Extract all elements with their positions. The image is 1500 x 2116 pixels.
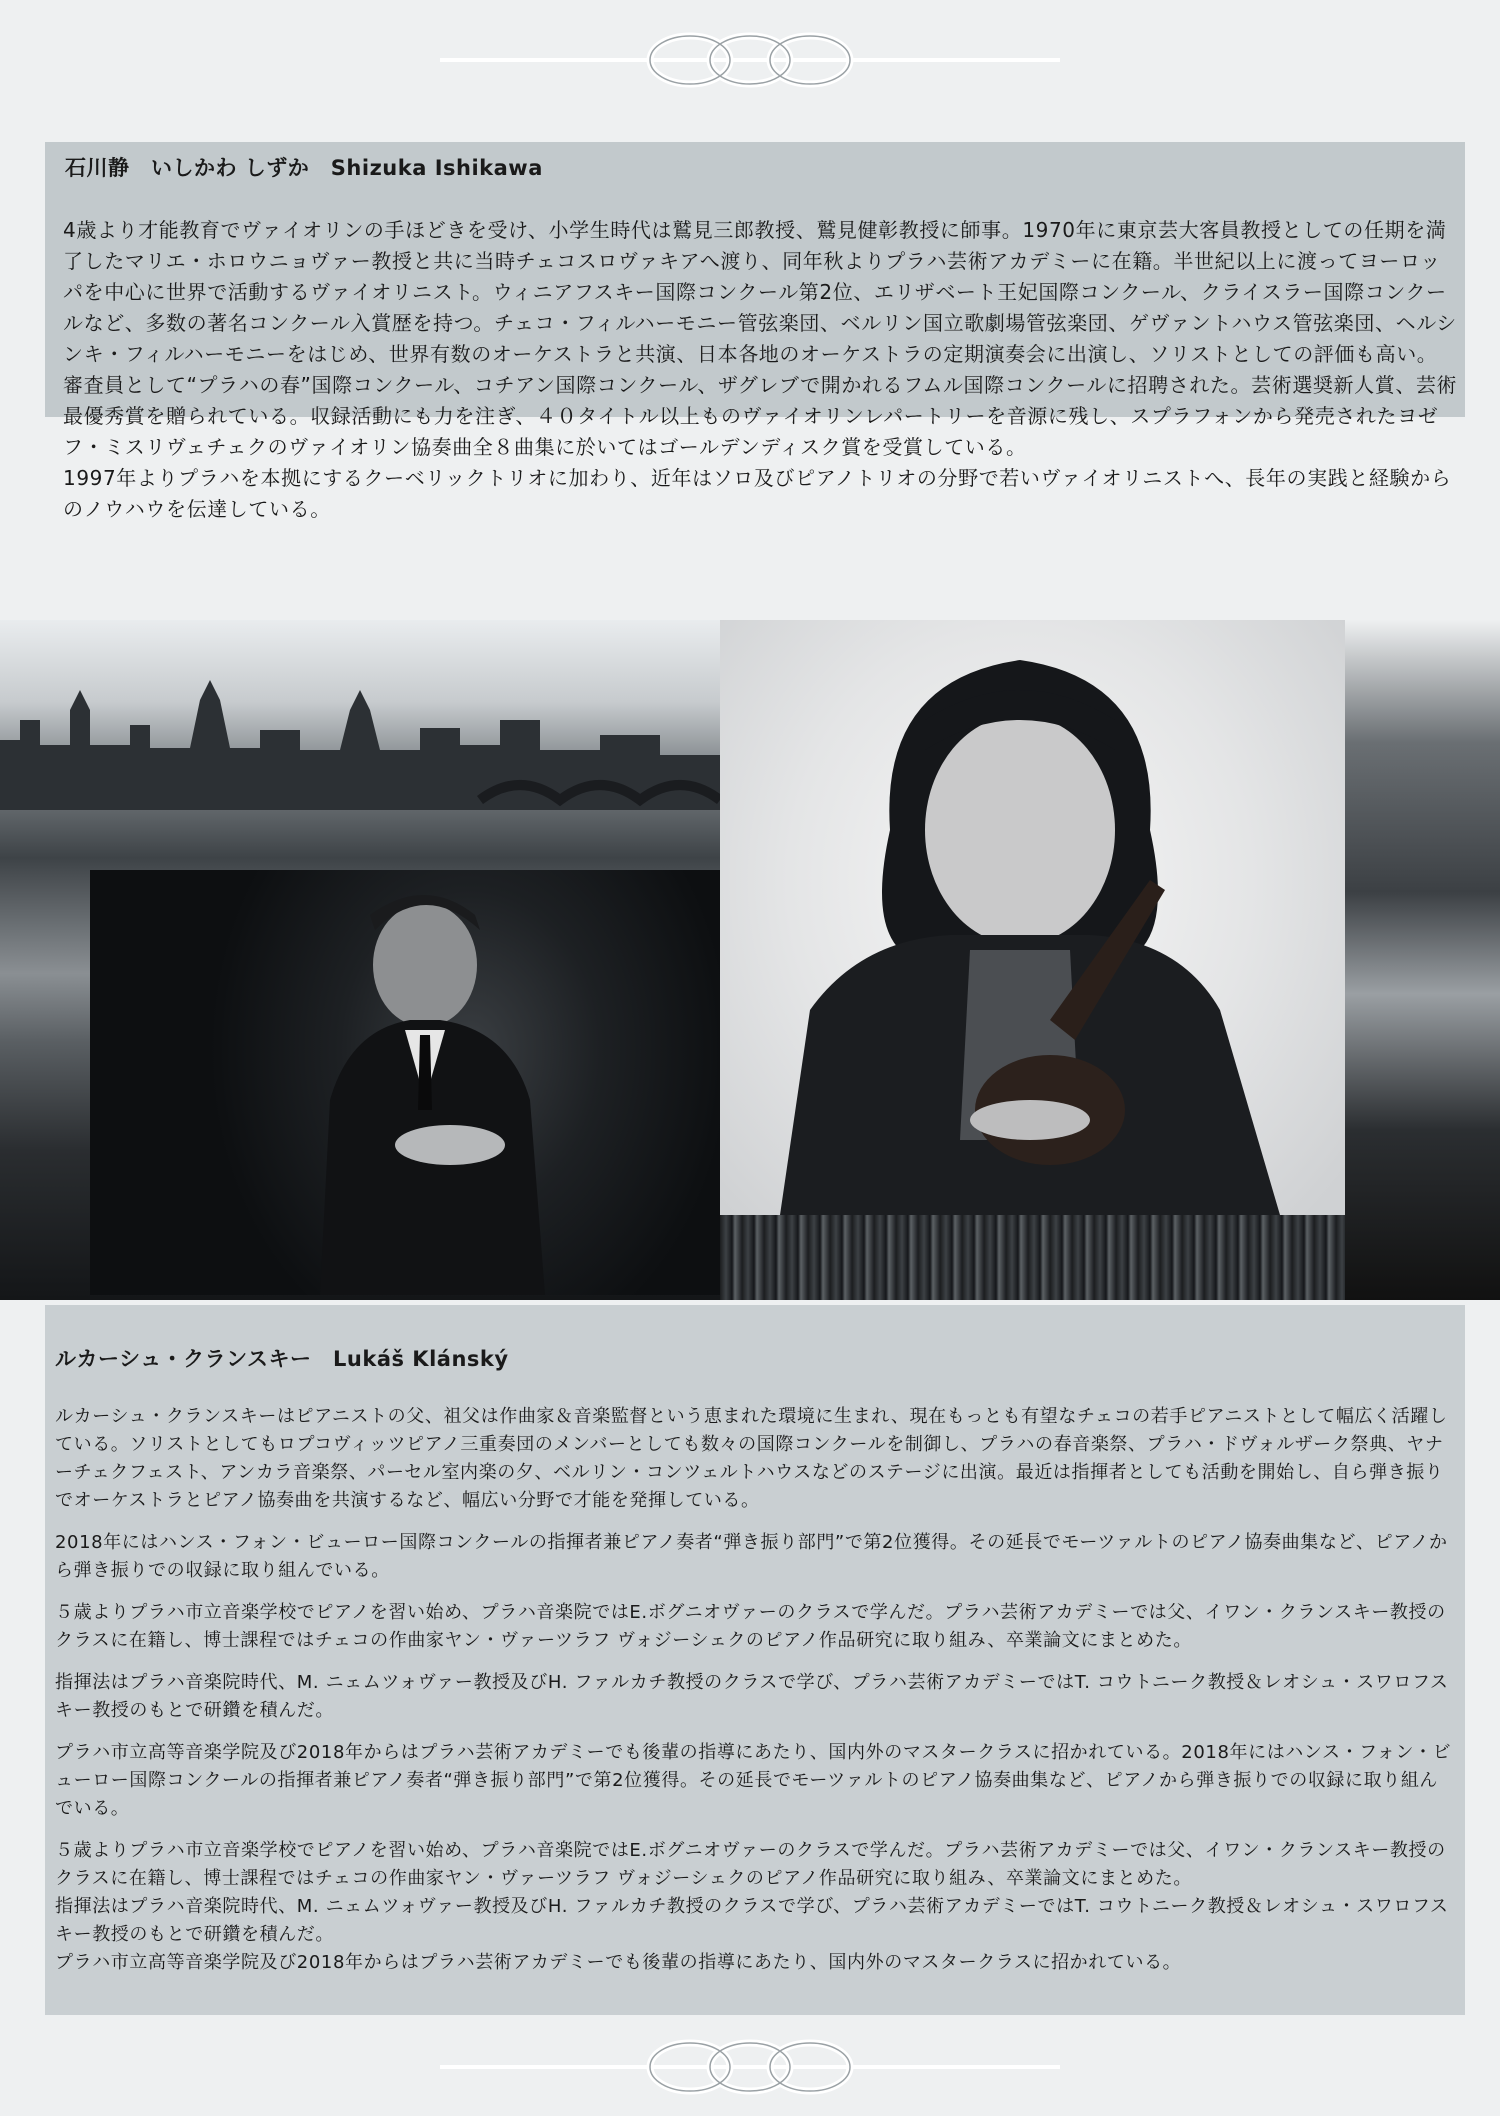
artist-name-ishikawa: 石川静 いしかわ しずか Shizuka Ishikawa — [65, 156, 543, 180]
bio-paragraph: 2018年にはハンス・フォン・ビューロー国際コンクールの指揮者兼ピアノ奏者“弾き振り部門”で第2位獲得。その延長でモーツァルトのピアノ協奏曲集など、ピアノから弾き振りでの収録に取り組んでいる。 — [55, 1532, 1448, 1581]
prague-cityscape-photo-right — [1345, 620, 1500, 1300]
portrait-ishikawa-photo — [720, 620, 1345, 1215]
ornament-knot-icon — [440, 25, 1060, 95]
bio-paragraph: プラハ市立高等音楽学院及び2018年からはプラハ芸術アカデミーでも後輩の指導にあたり、国内外のマスタークラスに招かれている。2018年にはハンス・フォン・ビューロー国際コンクールの指揮者兼ピアノ奏者“弾き振り部門”で第2位獲得。その延長でモーツァルトのピアノ協奏曲集など、ピアノから弾き振りでの収録に取り組んでいる。 — [55, 1742, 1452, 1819]
bio-paragraph: 指揮法はプラハ音楽院時代、M. ニェムツォヴァー教授及びH. ファルカチ教授のクラスで学び、プラハ芸術アカデミーではT. コウトニーク教授＆レオシュ・スワロフスキー教授のもとで研鑽を積んだ。 — [55, 1896, 1449, 1945]
bio-paragraph: 4歳より才能教育でヴァイオリンの手ほどきを受け、小学生時代は鷲見三郎教授、鷲見健彰教授に師事。1970年に東京芸大客員教授としての任期を満了したマリエ・ホロウニョヴァー教授と共に当時チェコスロヴァキアへ渡り、同年秋よりプラハ芸術アカデミーに在籍。半世紀以上に渡ってヨーロッパを中心に世界で活動するヴァイオリニスト。ウィニアフスキー国際コンクール第2位、エリザベート王妃国際コンクール、クライスラー国際コンクールなど、多数の著名コンクール入賞歴を持つ。チェコ・フィルハーモニー管弦楽団、ベルリン国立歌劇場管弦楽団、ゲヴァントハウス管弦楽団、ヘルシンキ・フィルハーモニーをはじめ、世界有数のオーケストラと共演、日本各地のオーケストラの定期演奏会に出演し、ソリストとしての評価も高い。 — [63, 218, 1457, 366]
bio-paragraph: プラハ市立高等音楽学院及び2018年からはプラハ芸術アカデミーでも後輩の指導にあたり、国内外のマスタークラスに招かれている。 — [55, 1952, 1182, 1973]
artist-name-klansky: ルカーシュ・クランスキー Lukáš Klánský — [55, 1347, 509, 1371]
bio-paragraph: ルカーシュ・クランスキーはピアニストの父、祖父は作曲家＆音楽監督という恵まれた環境に生まれ、現在もっとも有望なチェコの若手ピアニストとして幅広く活躍している。ソリストとしてもロプコヴィッツピアノ三重奏団のメンバーとしても数々の国際コンクールを制御し、プラハの春音楽祭、プラハ・ドヴォルザーク祭典、ヤナーチェクフェスト、アンカラ音楽祭、パーセル室内楽の夕、ベルリン・コンツェルトハウスなどのステージに出演。最近は指揮者としても活動を開始し、自ら弾き振りでオーケストラとピアノ協奏曲を共演するなど、幅広い分野で才能を発揮している。 — [55, 1406, 1448, 1511]
biography-klansky — [55, 1403, 1455, 1977]
bio-paragraph: 審査員として“プラハの春”国際コンクール、コチアン国際コンクール、ザグレブで開かれるフムル国際コンクールに招聘された。芸術選奨新人賞、芸術最優秀賞を贈られている。収録活動にも力を注ぎ、４０タイトル以上ものヴァイオリンレパートリーを音源に残し、スプラフォンから発売されたヨゼフ・ミスリヴェチェクのヴァイオリン協奏曲全８曲集に於いてはゴールデンディスク賞を受賞している。 — [63, 373, 1458, 459]
portrait-klansky-photo — [90, 870, 720, 1295]
ornament-knot-icon — [440, 2032, 1060, 2102]
trees-photo-strip — [720, 1215, 1345, 1300]
bio-paragraph: 指揮法はプラハ音楽院時代、M. ニェムツォヴァー教授及びH. ファルカチ教授のクラスで学び、プラハ芸術アカデミーではT. コウトニーク教授＆レオシュ・スワロフスキー教授のもとで研鑽を積んだ。 — [55, 1672, 1449, 1721]
photo-collage — [0, 620, 1500, 1300]
biography-ishikawa — [63, 215, 1458, 525]
skyline-silhouette — [0, 650, 720, 810]
bio-paragraph: ５歳よりプラハ市立音楽学校でピアノを習い始め、プラハ音楽院ではE.ボグニオヴァーのクラスで学んだ。プラハ芸術アカデミーでは父、イワン・クランスキー教授のクラスに在籍し、博士課程ではチェコの作曲家ヤン・ヴァーツラフ ヴォジーシェクのピアノ作品研究に取り組み、卒業論文にまとめた。 — [55, 1602, 1446, 1651]
bio-paragraph: ５歳よりプラハ市立音楽学校でピアノを習い始め、プラハ音楽院ではE.ボグニオヴァーのクラスで学んだ。プラハ芸術アカデミーでは父、イワン・クランスキー教授のクラスに在籍し、博士課程ではチェコの作曲家ヤン・ヴァーツラフ ヴォジーシェクのピアノ作品研究に取り組み、卒業論文にまとめた。 — [55, 1840, 1446, 1889]
bio-paragraph: 1997年よりプラハを本拠にするクーベリックトリオに加わり、近年はソロ及びピアノトリオの分野で若いヴァイオリニストへ、長年の実践と経験からのノウハウを伝達している。 — [63, 466, 1452, 521]
